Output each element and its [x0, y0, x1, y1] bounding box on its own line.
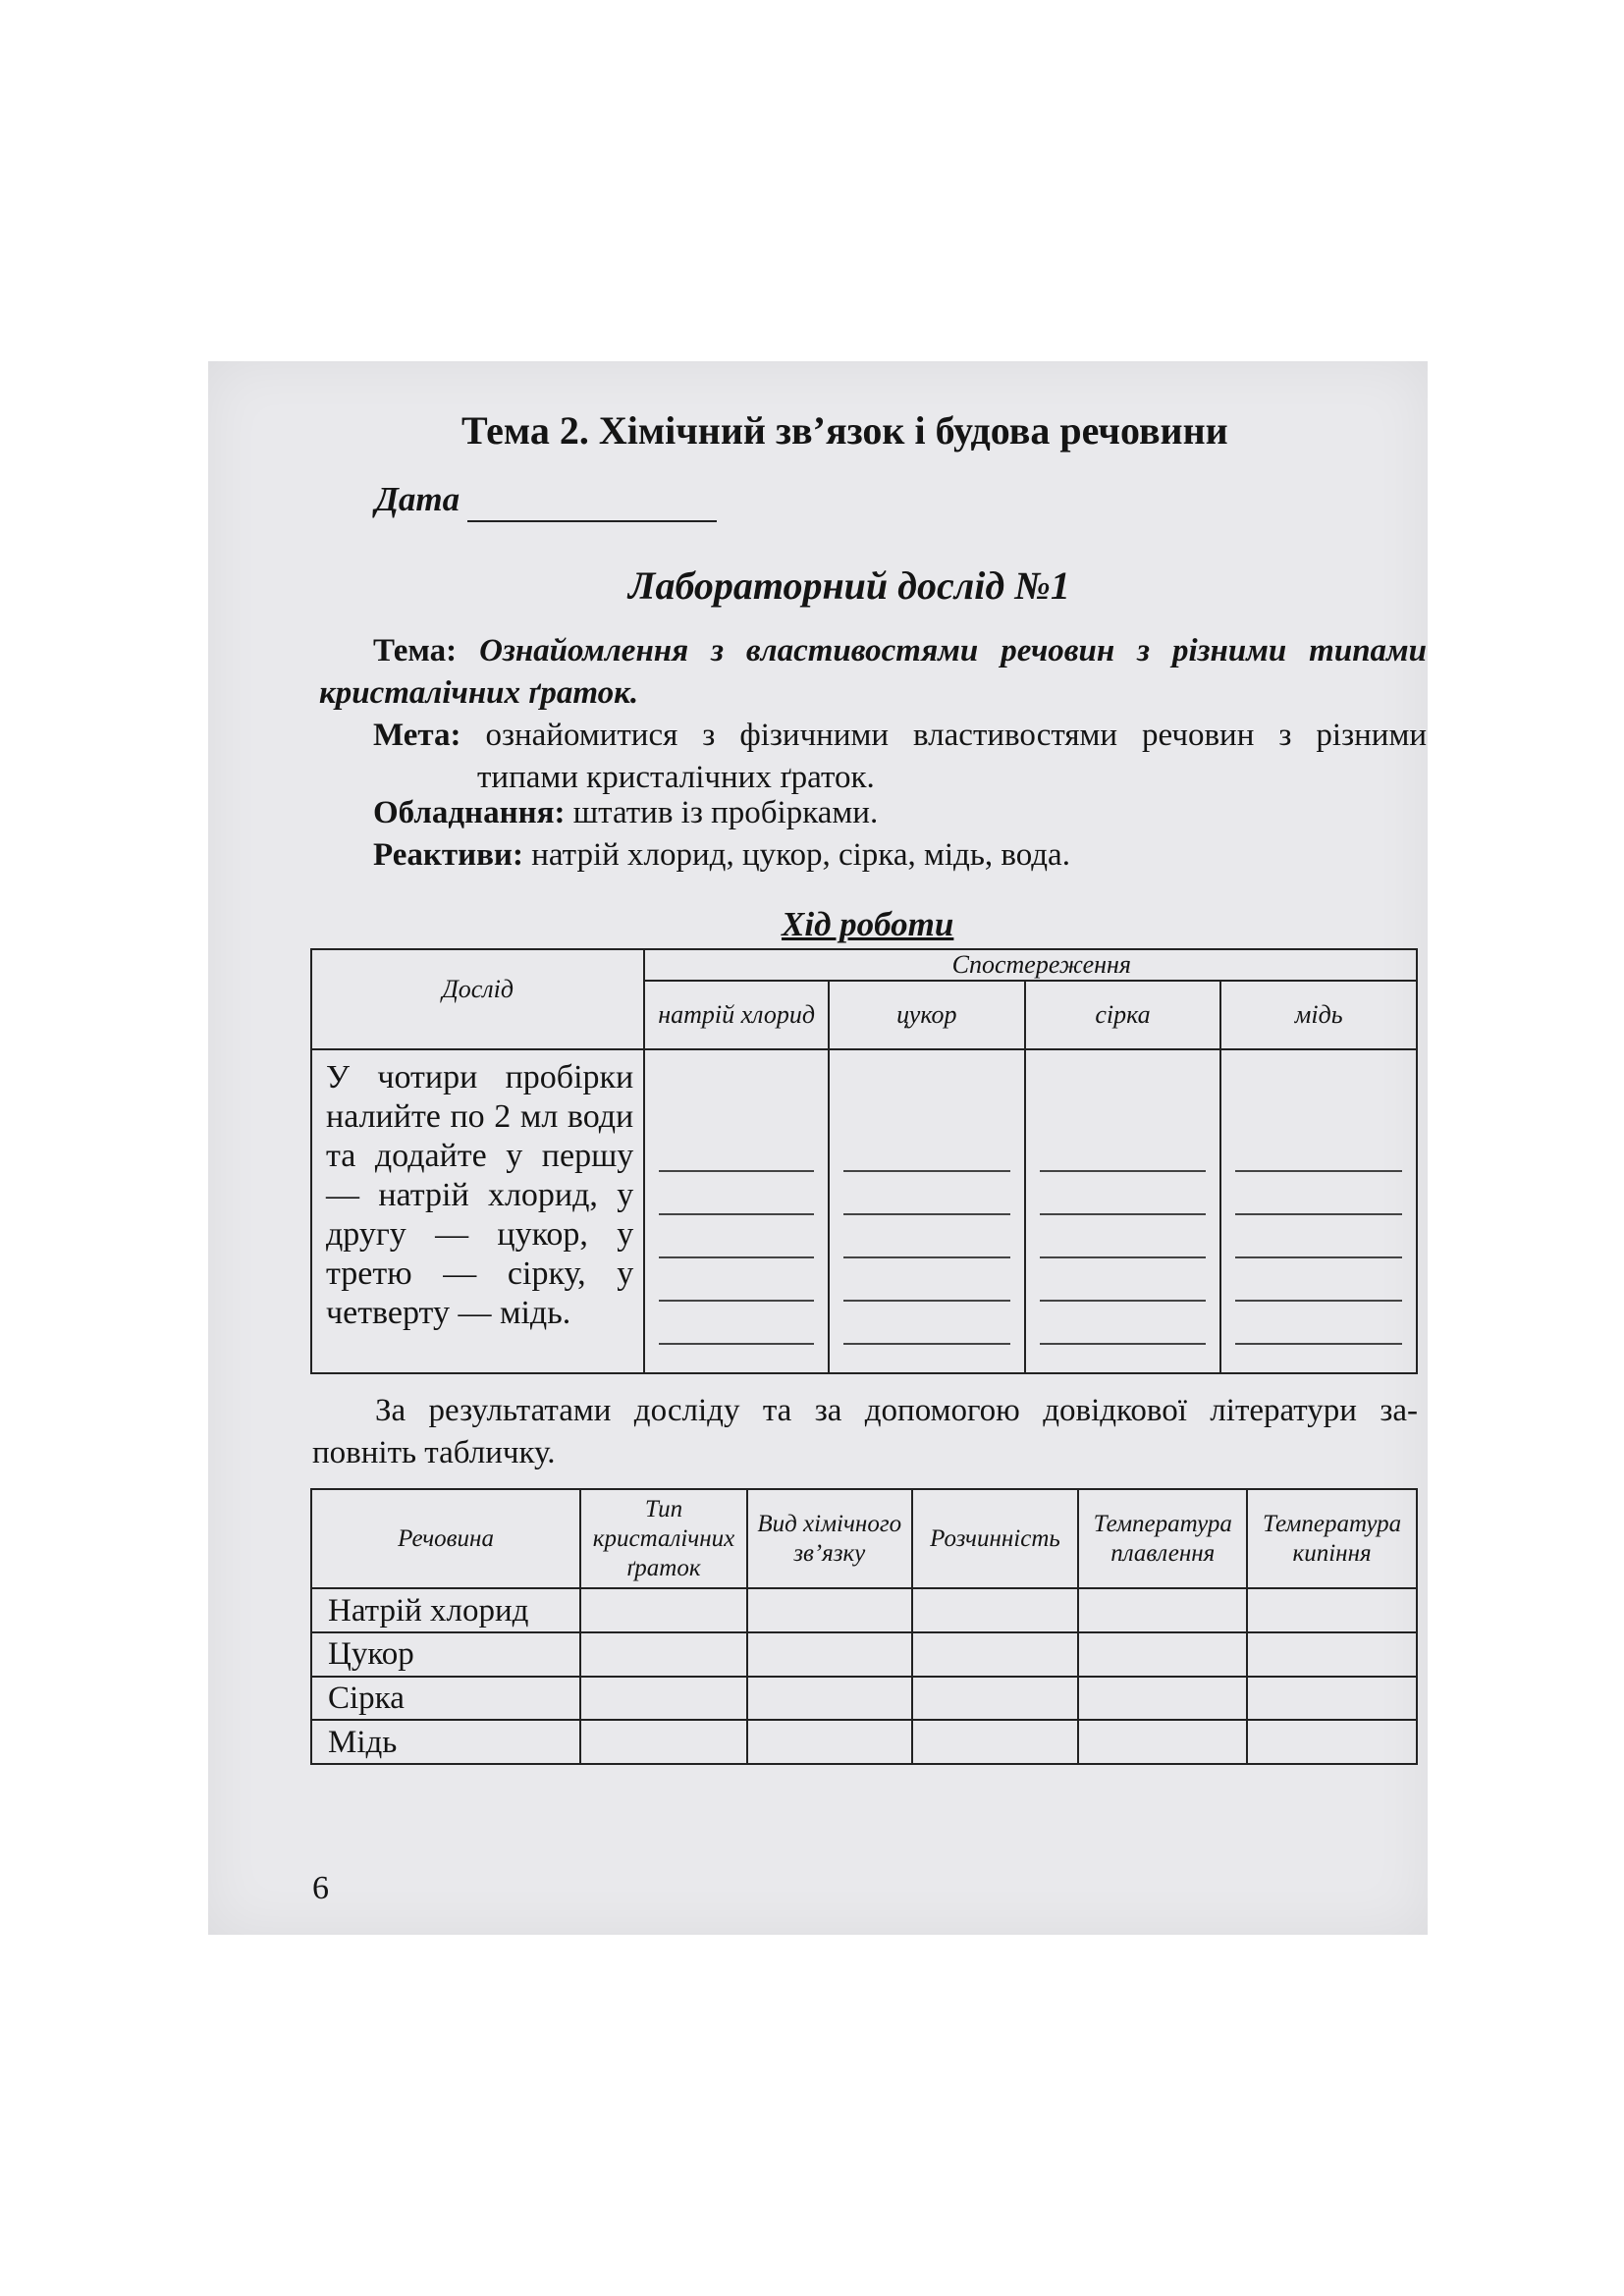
instruction-line-1: За результатами досліду та за допомогою довідкової літератури за-: [375, 1393, 1418, 1428]
table-row: [311, 1632, 1417, 1677]
goal-label: Мета:: [373, 718, 461, 753]
table-cell[interactable]: [1247, 1720, 1417, 1764]
table-cell[interactable]: [1078, 1720, 1247, 1764]
topic-label: Тема:: [373, 633, 458, 668]
header-boiling-point: Температура кипіння: [1247, 1489, 1417, 1588]
row-label: Мідь: [311, 1720, 580, 1764]
instruction-line-2: повніть табличку.: [312, 1435, 556, 1470]
procedure-cell: У чотири пробірки налийте по 2 мл води та додайте у першу — натрій хлорид, у другу — цукор, у третю — сірку, у четверту — мідь.: [311, 1049, 644, 1373]
goal-text-2: типами кристалічних ґраток.: [477, 760, 875, 795]
header-bond-type: Вид хімічного зв’язку: [747, 1489, 912, 1588]
topic-block: [319, 630, 1427, 715]
table-cell[interactable]: [580, 1588, 747, 1632]
observation-cell-sugar[interactable]: [829, 1049, 1025, 1373]
equipment-block: [373, 792, 878, 834]
observation-cell-copper[interactable]: [1220, 1049, 1417, 1373]
table-cell[interactable]: [912, 1588, 1079, 1632]
subcol-sodium-chloride: натрій хлорид: [644, 981, 829, 1049]
header-substance: Речовина: [311, 1489, 580, 1588]
table-cell[interactable]: [1247, 1677, 1417, 1721]
lab-title: Лабораторний дослід №1: [628, 563, 1070, 608]
table-cell[interactable]: [747, 1677, 912, 1721]
table-cell[interactable]: [747, 1588, 912, 1632]
table-cell[interactable]: [912, 1720, 1079, 1764]
observation-cell-sodium-chloride[interactable]: [644, 1049, 829, 1373]
header-melting-point: Температура плавлення: [1078, 1489, 1247, 1588]
page-number: 6: [312, 1870, 329, 1906]
table-cell[interactable]: [747, 1720, 912, 1764]
reagents-label: Реактиви:: [373, 837, 523, 873]
observations-col-header: Спостереження: [644, 949, 1417, 981]
page-title: Тема 2. Хімічний зв’язок і будова речовини: [461, 408, 1228, 453]
experiment-table: [310, 948, 1418, 1374]
date-label: Дата: [375, 480, 460, 518]
goal-text-1: ознайомитися з фізичними властивостями речовин з різними: [485, 718, 1427, 753]
table-cell[interactable]: [912, 1632, 1079, 1677]
subcol-sugar: цукор: [829, 981, 1025, 1049]
date-field[interactable]: [467, 520, 717, 522]
table-cell[interactable]: [912, 1677, 1079, 1721]
equipment-label: Обладнання:: [373, 795, 566, 830]
subcol-copper: мідь: [1220, 981, 1417, 1049]
reagents-text: натрій хлорид, цукор, сірка, мідь, вода.: [531, 837, 1070, 873]
row-label: Сірка: [311, 1677, 580, 1721]
table-cell[interactable]: [747, 1632, 912, 1677]
topic-text-2: кристалічних ґраток.: [319, 675, 639, 711]
instruction-text: [312, 1390, 1418, 1474]
properties-table: [310, 1488, 1418, 1765]
experiment-col-header: Дослід: [311, 949, 644, 1049]
header-solubility: Розчинність: [912, 1489, 1079, 1588]
goal-block: [373, 715, 1427, 799]
table-cell[interactable]: [1078, 1588, 1247, 1632]
table-row: [311, 1677, 1417, 1721]
header-lattice-type: Тип кристалічних ґраток: [580, 1489, 747, 1588]
procedure-title: Хід роботи: [782, 905, 954, 943]
observation-cell-sulfur[interactable]: [1025, 1049, 1221, 1373]
row-label: Цукор: [311, 1632, 580, 1677]
table-row: [311, 1588, 1417, 1632]
table-cell[interactable]: [1078, 1632, 1247, 1677]
table-cell[interactable]: [580, 1720, 747, 1764]
equipment-text: штатив із пробірками.: [572, 795, 879, 830]
table-cell[interactable]: [580, 1677, 747, 1721]
table-cell[interactable]: [1078, 1677, 1247, 1721]
subcol-sulfur: сірка: [1025, 981, 1221, 1049]
table-cell[interactable]: [1247, 1632, 1417, 1677]
reagents-block: [373, 834, 1070, 877]
table-cell[interactable]: [1247, 1588, 1417, 1632]
row-label: Натрій хлорид: [311, 1588, 580, 1632]
table-row: [311, 1720, 1417, 1764]
table-cell[interactable]: [580, 1632, 747, 1677]
topic-text-1: Ознайомлення з властивостями речовин з різними типами: [479, 633, 1428, 668]
